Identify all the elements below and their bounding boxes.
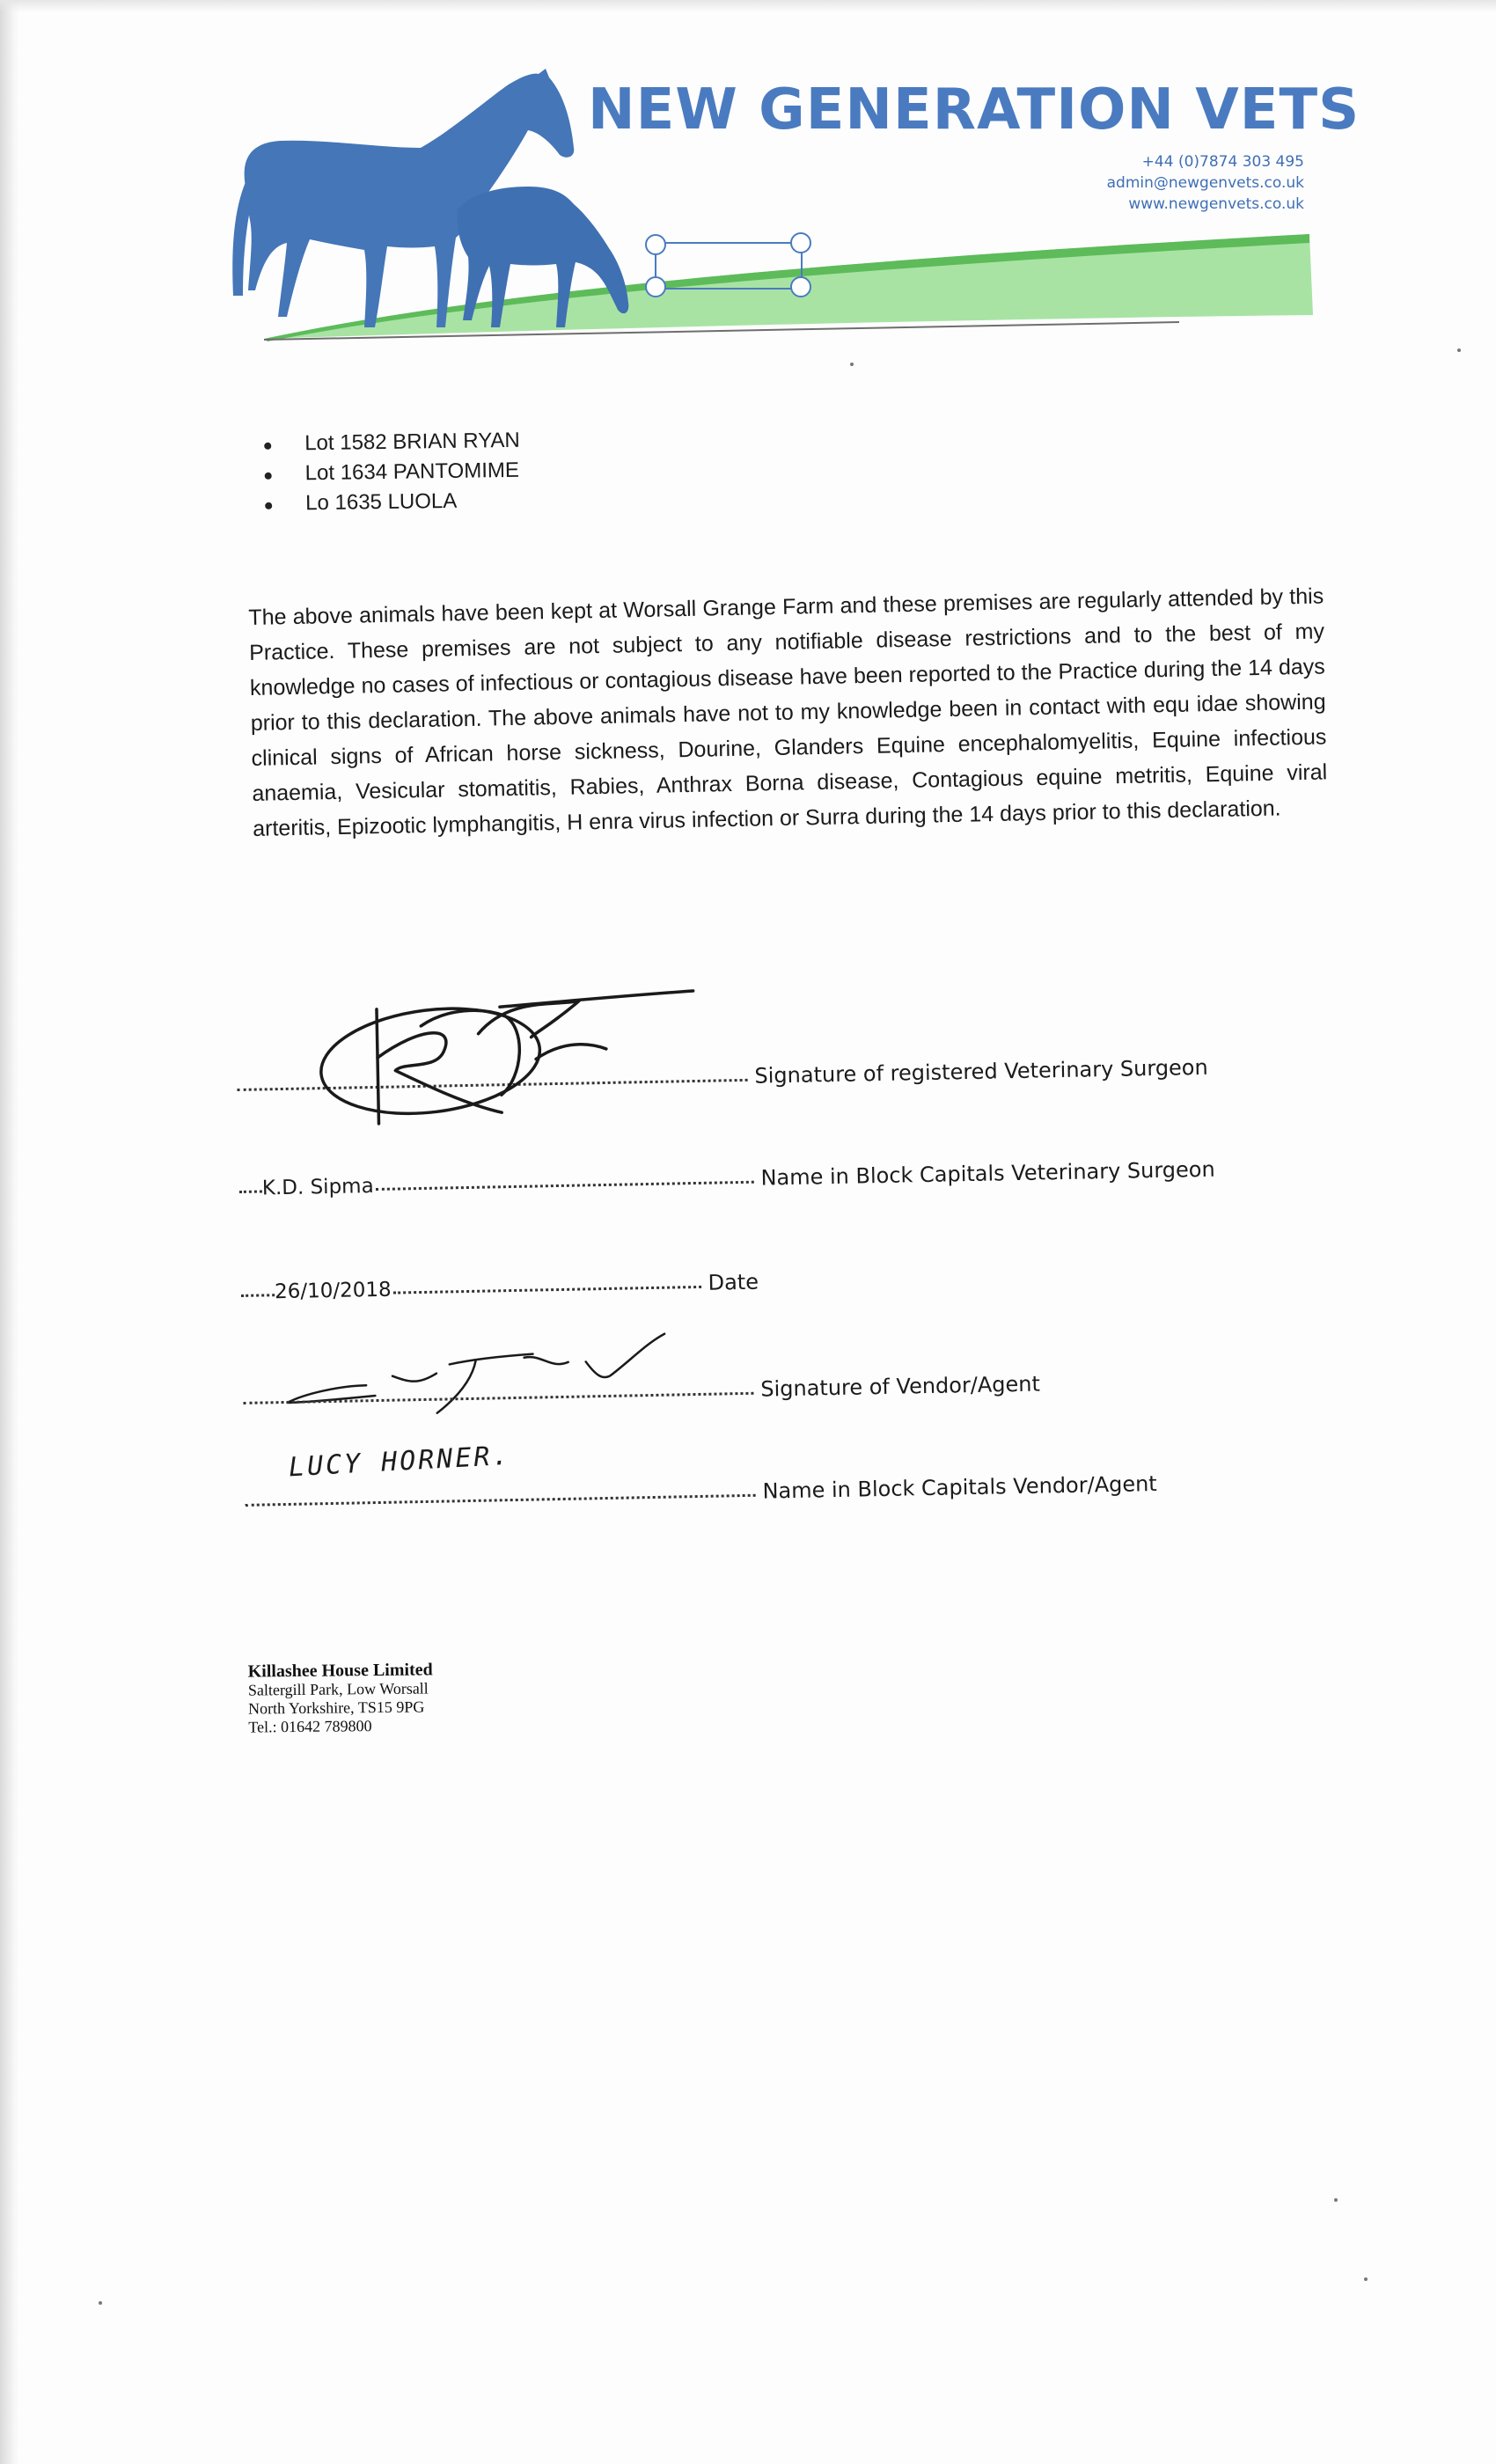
bullet-icon [265,473,272,480]
vet-name-label: Name in Block Capitals Veterinary Surgeon [760,1156,1215,1191]
vet-signature-label: Signature of registered Veterinary Surgeon [754,1054,1208,1089]
scan-edge-shadow [0,0,19,2464]
lot-item [256,486,521,519]
vet-name-row [238,1152,1214,1200]
vendor-signature-label: Signature of Vendor/Agent [760,1371,1041,1402]
scan-speck [850,363,854,366]
date-row [241,1265,759,1304]
date-label: Date [708,1269,759,1295]
vendor-address-line: Saltergill Park, Low Worsall [247,1679,429,1699]
vet-signature [288,968,714,1152]
vendor-name-handwritten: LUCY HORNER. [288,1440,512,1484]
lot-item [255,426,520,459]
dotted-line [376,1181,754,1191]
dotted-line [239,1190,262,1192]
bullet-icon [264,443,271,450]
bullet-icon [265,502,272,510]
vendor-name-label: Name in Block Capitals Vendor/Agent [762,1471,1157,1504]
dotted-line [241,1294,275,1297]
letterhead [0,0,1496,370]
dotted-line [246,1494,756,1507]
lot-text: Lot 1582 BRIAN RYAN [304,428,520,456]
date-value: 26/10/2018 [274,1278,392,1304]
vendor-phone: Tel.: 01642 789800 [248,1717,372,1736]
signature-block [236,991,1338,1628]
lot-item [255,456,520,489]
vendor-address-line: North Yorkshire, TS15 9PG [248,1698,425,1718]
vendor-address-stamp [248,1660,513,1736]
website-address: www.newgenvets.co.uk [1128,195,1304,213]
horse-and-foal-icon [232,69,628,327]
phone-number: +44 (0)7874 303 495 [1141,153,1304,171]
email-address: admin@newgenvets.co.uk [1106,174,1304,192]
dotted-line [393,1286,701,1294]
scan-speck [1364,2277,1368,2281]
scan-speck [1457,348,1461,352]
brand-title: NEW GENERATION VETS [588,77,1360,143]
lot-text: Lot 1634 PANTOMIME [304,458,520,486]
vendor-company-name: Killashee House Limited [247,1660,433,1682]
scan-speck [99,2301,102,2305]
contact-details [1012,151,1304,215]
vet-name-value: K.D. Sipma [261,1175,374,1200]
dotted-line [244,1392,754,1404]
lot-text: Lo 1635 LUOLA [304,488,458,516]
lot-list [255,426,521,519]
declaration-paragraph: The above animals have been kept at Worsall Grange Farm and these premises are regularly attended by this Practice. These premises are not subject to any notifiable disease restrictions and to the best of my knowledge no cases of infectious or contagious disease have been reported to the Practice during the 14 days prior to this declaration. The above animals have not to my knowledge been in contact with equ idae showing clinical signs of African horse sickness, Dourine, Glanders Equine encephalomyelitis, Equine infectious anaemia, Vesicular stomatitis, Rabies, Anthrax Borna disease, Contagious equine metritis, Equine viral arteritis, Epizootic lymphangitis, H enra virus infection or Surra during the 14 days prior to this declaration. [248,583,1328,841]
scan-speck [1334,2198,1338,2202]
